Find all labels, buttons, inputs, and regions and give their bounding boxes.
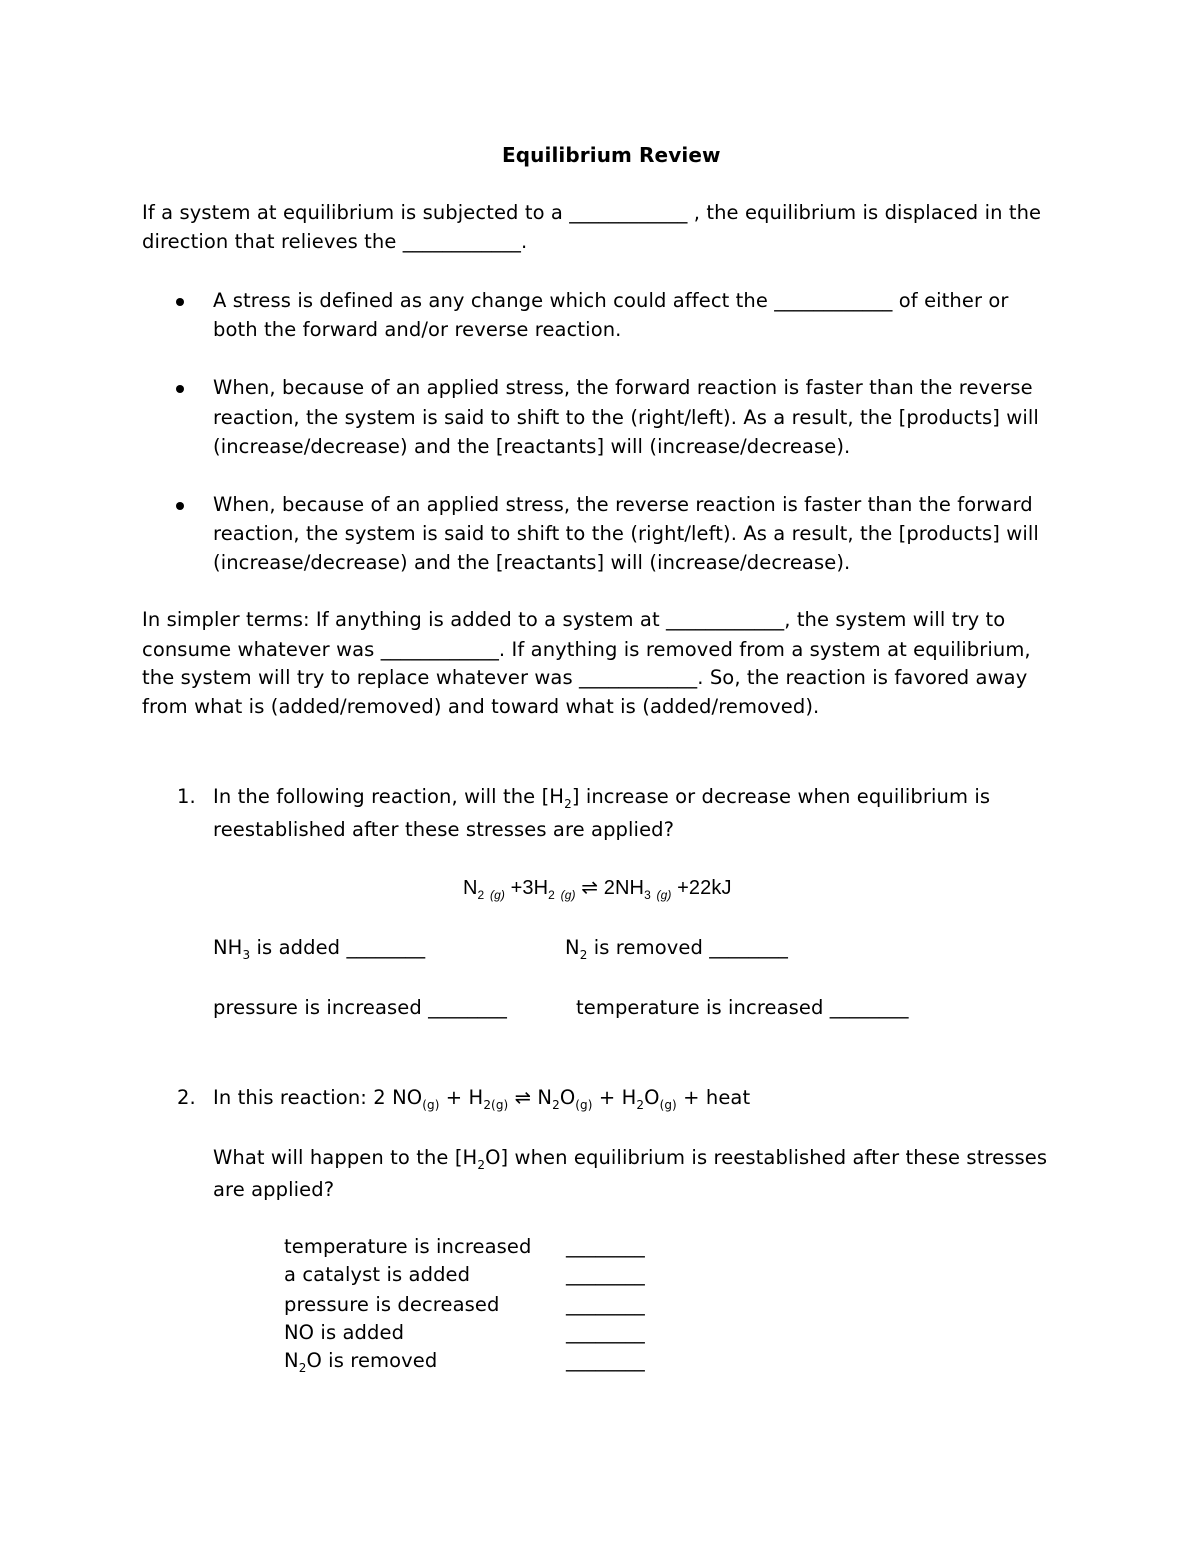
- subscript: 3: [644, 888, 651, 902]
- eq-part: + H: [439, 1086, 484, 1109]
- eq-part: +22kJ: [671, 877, 732, 899]
- subscript: 2: [579, 948, 588, 962]
- subscript: 2: [564, 797, 572, 811]
- answer-blank: ________: [566, 1263, 645, 1286]
- subscript: 2: [477, 1158, 486, 1172]
- answer-blank: ________: [566, 1321, 645, 1344]
- bullet-1-line-1: A stress is defined as any change which could affect the ____________ of either or: [213, 289, 1009, 312]
- intro-line-1: If a system at equilibrium is subjected to a ____________ , the equilibrium is displaced in the: [142, 201, 1042, 224]
- eq-part: ⇌ N: [508, 1086, 553, 1109]
- subscript: 2: [636, 1098, 645, 1112]
- q1-text: In the following reaction, will the [H: [213, 785, 565, 808]
- item-label: temperature is increased: [284, 1235, 532, 1258]
- answer-blank: ________: [566, 1235, 645, 1258]
- item-label: [284, 1349, 438, 1375]
- bullet-icon: [176, 298, 184, 306]
- stress-n2-removed: [565, 936, 789, 962]
- answer-blank: ________: [566, 1349, 645, 1372]
- simpler-line-3: the system will try to replace whatever was ____________. So, the reaction is favored away: [142, 666, 1028, 689]
- stress-text: is added ________: [250, 936, 426, 959]
- stress-pressure-increased: pressure is increased ________: [213, 996, 507, 1019]
- eq-part: O: [559, 1086, 576, 1109]
- bullet-3-line-1: When, because of an applied stress, the reverse reaction is faster than the forward: [213, 493, 1033, 516]
- subscript: 2: [552, 1098, 560, 1112]
- stress-text: is removed ________: [587, 936, 789, 959]
- bullet-1-line-2: both the forward and/or reverse reaction.: [213, 318, 622, 341]
- subscript: 2: [477, 888, 485, 902]
- q1-text: ] increase or decrease when equilibrium is: [571, 785, 991, 808]
- phase-label: (g): [656, 888, 672, 902]
- item-text: N: [284, 1349, 299, 1372]
- question-1-number: 1.: [177, 785, 196, 808]
- bullet-3-line-3: (increase/decrease) and the [reactants] will (increase/decrease).: [213, 551, 851, 574]
- question-2-number: 2.: [177, 1086, 196, 1109]
- subscript: 3: [242, 948, 251, 962]
- bullet-2-line-1: When, because of an applied stress, the forward reaction is faster than the reverse: [213, 376, 1033, 399]
- bullet-2-line-2: reaction, the system is said to shift to the (right/left). As a result, the [products] will: [213, 406, 1039, 429]
- simpler-line-1: In simpler terms: If anything is added to a system at ____________, the system will try to: [142, 608, 1006, 631]
- stress-nh3-added: [213, 936, 426, 962]
- item-label: pressure is decreased: [284, 1293, 500, 1316]
- answer-blank: ________: [566, 1293, 645, 1316]
- simpler-line-2: consume whatever was ____________. If anything is removed from a system at equilibrium,: [142, 638, 1031, 661]
- bullet-2-line-3: (increase/decrease) and the [reactants] will (increase/decrease).: [213, 435, 851, 458]
- phase-label: (g): [560, 888, 576, 902]
- item-label: a catalyst is added: [284, 1263, 471, 1286]
- item-text: O is removed: [306, 1349, 438, 1372]
- bullet-icon: [176, 502, 184, 510]
- subscript: (g): [575, 1098, 593, 1112]
- eq-part: O: [644, 1086, 660, 1109]
- eq-part: + H: [592, 1086, 637, 1109]
- eq-part: ⇌ 2NH: [575, 877, 645, 899]
- eq-part: +3H: [504, 877, 549, 899]
- subscript: 2: [548, 888, 555, 902]
- question-2-line-3: are applied?: [213, 1178, 335, 1201]
- question-2-line-2: [213, 1146, 1048, 1172]
- question-1-line-1: [213, 785, 991, 811]
- subscript: 2: [298, 1361, 307, 1375]
- bullet-icon: [176, 385, 184, 393]
- bullet-3-line-2: reaction, the system is said to shift to the (right/left). As a result, the [products] will: [213, 522, 1039, 545]
- equation-1: [463, 877, 732, 902]
- page-title: Equilibrium Review: [502, 143, 721, 167]
- eq-part: + heat: [676, 1086, 751, 1109]
- intro-line-2: direction that relieves the ____________.: [142, 230, 528, 253]
- subscript: (g): [422, 1098, 440, 1112]
- question-2-line-1: [213, 1086, 751, 1112]
- q2-text: O] when equilibrium is reestablished after these stresses: [485, 1146, 1048, 1169]
- subscript: 2(g): [483, 1098, 509, 1112]
- eq-part: N: [463, 877, 478, 899]
- phase-label: (g): [490, 888, 505, 902]
- stress-temperature-increased: temperature is increased ________: [576, 996, 909, 1019]
- q2-text: What will happen to the [H: [213, 1146, 478, 1169]
- eq-part: In this reaction: 2 NO: [213, 1086, 423, 1109]
- simpler-line-4: from what is (added/removed) and toward what is (added/removed).: [142, 695, 820, 718]
- subscript: (g): [659, 1098, 677, 1112]
- question-1-line-2: reestablished after these stresses are applied?: [213, 818, 675, 841]
- item-label: NO is added: [284, 1321, 405, 1344]
- stress-text: NH: [213, 936, 243, 959]
- stress-text: N: [565, 936, 580, 959]
